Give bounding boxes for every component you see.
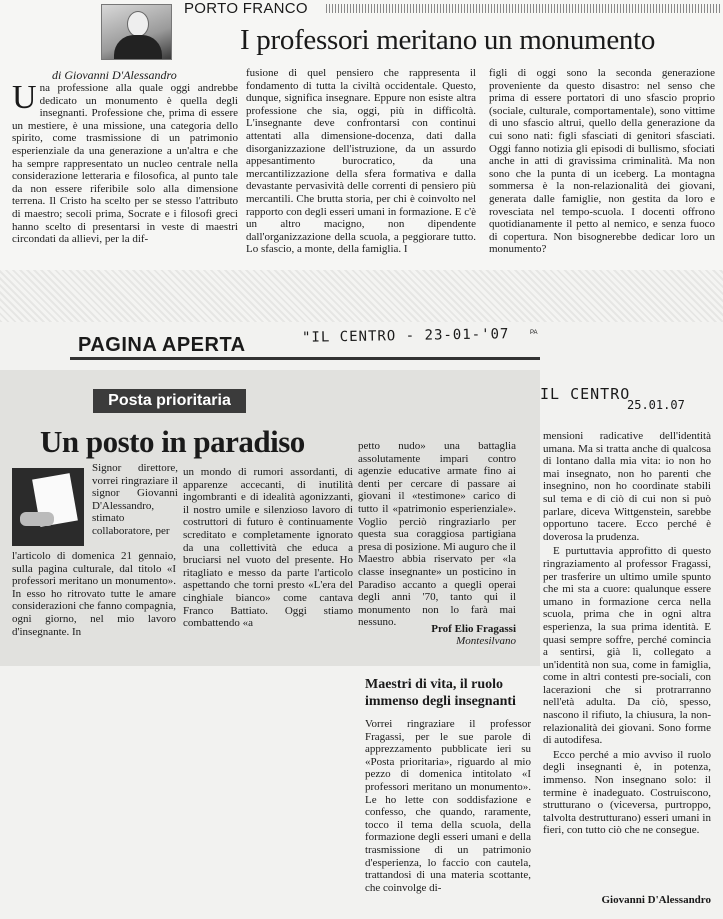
handwritten-source-note: "IL CENTRO - 23-01-'07 (301, 326, 510, 346)
letter-headline: Un posto in paradiso (40, 424, 305, 459)
letter-illustration (12, 468, 84, 546)
letter-column-2: un mondo di rumori assordanti, di apparenze accecanti, di inutilità ingombranti e di idealità agonizzanti, il nostro umile e silenzioso lavoro di costruttori di futuro è continuamente screditato e completamente ignorato da una collettività che educa a bruciarsi nel vuoto del presente. Ho ritagliato e messo da parte l'articolo aspettando che torni presto «L'era del cinghiale bianco» come cantava Franco Battiato. Oggi stiamo combattendo «a (183, 466, 353, 630)
top-headline: I professori meritano un monumento (240, 24, 656, 56)
top-clipping (0, 0, 723, 322)
reply-column-right: mensioni radicative dell'identità umana. Ma si tratta anche di qualcosa di lontano dalla mia vita: io non ho mai insegnato, non ho parenti che insegnino, non ho coordinate stabili sul tema e di ciò di cui non si può parlare, diceva Wittgenstein, sarebbe opportuno tacere. Ecco perché è doverosa la prudenza. E purtuttavia approfitto di questo ringraziamento al professor Fragassi, per trasferire un ultimo umile spunto che mi sta a cuore: qualunque essere umano in formazione cerca nella scuola, prima che in ogni altra esperienza, la sua prima identità. E quasi sempre soffre, perché comincia a sentirsi, già lì, collegato a un'identità non sua, come in famiglia, come in altri contesti pre-sociali, con lacerazioni che si protrarranno nell'età adulta. Da ciò, spesso, nascono il rifiuto, la chiusura, la non-relazionalità dei giovani. Sono forme di autodifesa. Ecco perché a mio avviso il ruolo degli insegnanti è, in potenza, immenso. Non insegnano solo: il termine è inadeguato. Costruiscono, strutturano o (viceversa, purtroppo, talvolta destrutturano) esseri umani in fieri, con tutto ciò che ne consegue. (543, 430, 711, 837)
dropcap: U (12, 79, 37, 116)
rubric: PORTO FRANCO (178, 0, 314, 16)
section-title: PAGINA APERTA (78, 334, 246, 356)
top-column-1: Una professione alla quale oggi andrebbe dedicato un monumento è quella degli insegnanti. Professione che, prima di essere un mestiere, è una missione, una categoria dello spirito, come trasmissione di un patrimonio esperienziale da una generazione a un'altra e che ha sempre rappresentato un nucleo centrale nella considerazione letteraria e filosofica, al punto tale da non essere riferibile solo alla dimensione terrena. Il Cristo ha scelto per se stesso l'attributo di maestro; secoli prima, Socrate e i filosofi greci hanno scelto di presentarsi in veste di maestri circondati da allievi, per la dif- (12, 79, 238, 246)
handwritten-source-2: IL CENTRO (540, 385, 631, 403)
posta-label: Posta prioritaria (93, 389, 246, 413)
letter-column-3: petto nudo» una battaglia assolutamente impari contro agenzie educative armate fino ai denti per cercare di passare ai giovani il «testimone» carico di tutto il «patrimonio esperienziale». Voglio perciò ringraziarlo per questa sua coraggiosa partigiana presa di posizione. Mi auguro che il Maestro abbia riservato per «la classe insegnante» un posticino in Paradiso accanto a quegli operai degli anni '70, tanto qui il monumento non lo farà mai nessuno. (358, 440, 516, 629)
handwritten-date-2: 25.01.07 (627, 398, 685, 412)
byline: di Giovanni D'Alessandro (52, 68, 177, 82)
reply-headline: Maestri di vita, il ruolo immenso degli insegnanti (365, 677, 516, 709)
reply-signature: Giovanni D'Alessandro (601, 894, 711, 906)
pa-mark: PA (530, 330, 538, 336)
letter-column-1: Signor direttore, vorrei ringraziare il signor Giovanni D'Alessandro, stimato collaboratore, per (92, 462, 178, 537)
letter-signature: Prof Elio Fragassi Montesilvano (431, 623, 516, 647)
rubric-rule (326, 4, 721, 13)
halftone-strip (0, 270, 723, 322)
reply-column-left: Vorrei ringraziare il professor Fragassi, per le sue parole di apprezzamento pubblicate ieri su «Posta prioritaria», riguardo al mio pezzo di domenica intitolato «I professori meritano un monumento». Le ho lette con soddisfazione e confesso, che quando, raramente, tocco il tema della scuola, della formazione degli esseri umani e della trasmissione di un patrimonio d'esperienza, lo faccio con cautela, trattandosi di una materia scottante, che coinvolge di- (365, 718, 531, 894)
top-column-3: figli di oggi sono la seconda generazione proveniente da questo disastro: nel senso che prima di essere portatori di uno sfascio proprio (sociale, culturale, comportamentale), sono vittime di uno sfascio altrui, quello della generazione da cui sono nati: figli sfasciati di genitori sfasciati. Oggi fanno notizia gli episodi di bullismo, sfociati anche in atti di gravissima criminalità. Ma non sono che la punta di un iceberg. La montagna sommersa è la non-relazionalità dei giovani, generata dalle famiglie, non gestita da loro e rovesciata nel tempo-scuola. I docenti offrono quotidianamente il petto al nemico, e senza fuoco di copertura. Non bisognerebbe dedicar loro un monumento? (489, 67, 715, 256)
author-photo (101, 4, 172, 60)
section-rule (70, 357, 540, 360)
letter-column-1b: l'articolo di domenica 21 gennaio, sulla pagina culturale, dal titolo «I professori meritano un monumento». In esso ho ritrovato tutte le amare considerazioni che fanno compagnia, ogni giorno, nel mio lavoro d'insegnante. In (12, 550, 176, 638)
top-column-2: fusione di quel pensiero che rappresenta il fondamento di tutta la civiltà occidentale. Questo, dunque, significa insegnare. Eppure non esiste altra professione che sia, oggi, più in difficoltà. L'insegnante deve confrontarsi con continui attentati alla dimensione-docenza, dati dalla disorganizzazione dell'istruzione, da un assurdo appesantimento burocratico, da una mercantilizzazione della sfera formativa e dalla devastante pervasività delle correnti di pensiero più mercantili. Che brutta storia, per chi è coinvolto nel rapporto con degli esseri umani in formazione. E c'è un altro macigno, non dipendente dall'organizzazione della scuola, a peggiorare tutto. Lo sfascio, a monte, della famiglia. I (246, 67, 476, 256)
